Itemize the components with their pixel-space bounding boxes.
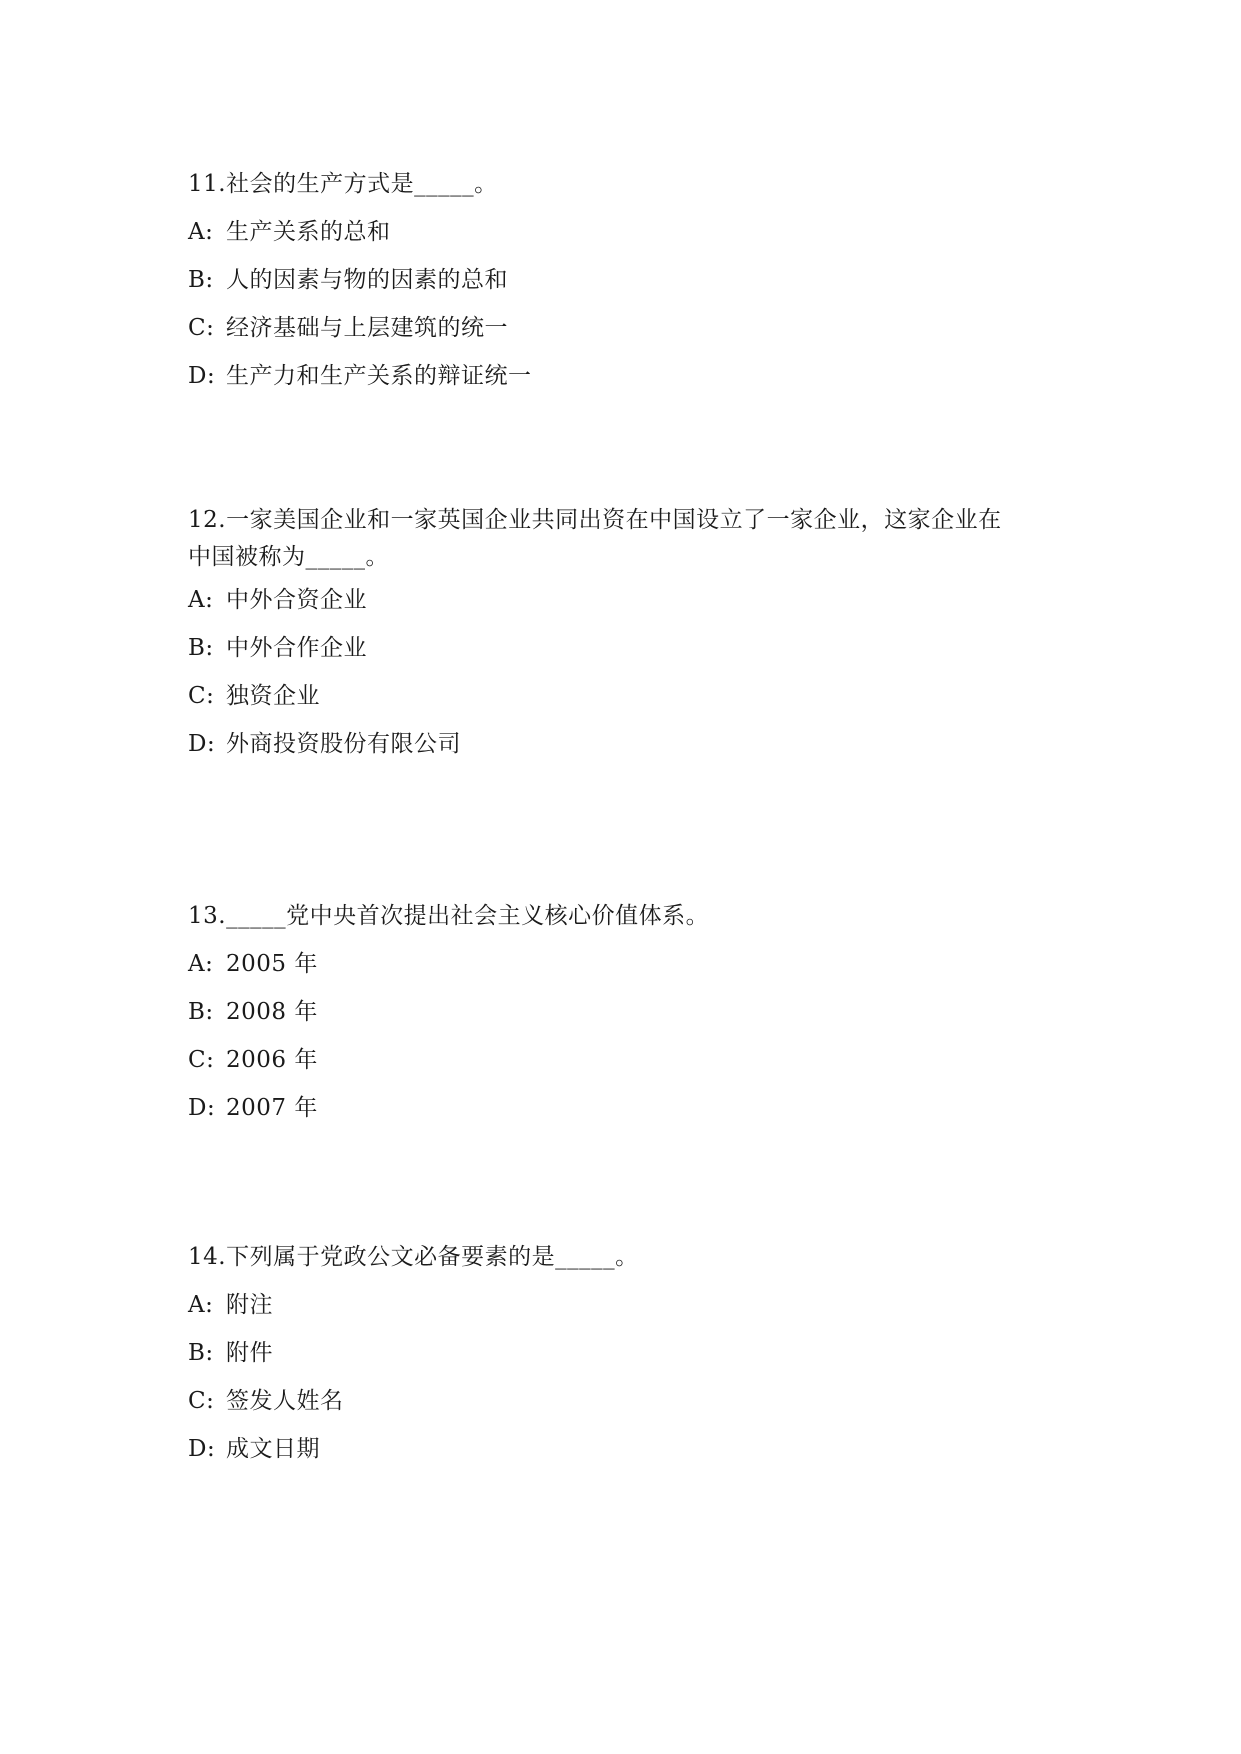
option-d <box>188 352 1068 400</box>
question-11 <box>188 160 1068 400</box>
option-b <box>188 988 1068 1036</box>
option-a <box>188 208 1068 256</box>
option-text: 2008 年 <box>226 999 318 1025</box>
option-key: B: <box>188 635 214 661</box>
option-a <box>188 576 1068 624</box>
option-key: D: <box>188 363 216 389</box>
question-13 <box>188 892 1068 1132</box>
option-text: 人的因素与物的因素的总和 <box>226 267 508 293</box>
option-key: B: <box>188 267 214 293</box>
option-text: 生产关系的总和 <box>226 219 391 245</box>
option-b <box>188 624 1068 672</box>
option-c <box>188 1036 1068 1084</box>
option-c <box>188 1377 1068 1425</box>
option-key: A: <box>188 951 214 977</box>
option-d <box>188 720 1068 768</box>
question-stem: 13._____党中央首次提出社会主义核心价值体系。 <box>188 903 710 929</box>
option-text: 2006 年 <box>226 1047 318 1073</box>
option-text: 经济基础与上层建筑的统一 <box>226 315 508 341</box>
option-text: 2005 年 <box>226 951 318 977</box>
option-d <box>188 1425 1068 1473</box>
option-c <box>188 672 1068 720</box>
option-text: 2007 年 <box>226 1095 318 1121</box>
option-text: 生产力和生产关系的辩证统一 <box>226 363 532 389</box>
option-key: D: <box>188 1436 216 1462</box>
option-key: D: <box>188 1095 216 1121</box>
question-stem <box>188 502 1068 576</box>
option-text: 独资企业 <box>226 683 320 709</box>
option-key: D: <box>188 731 216 757</box>
option-key: A: <box>188 587 214 613</box>
option-text: 中外合资企业 <box>226 587 367 613</box>
option-c <box>188 304 1068 352</box>
question-stem: 14.下列属于党政公文必备要素的是_____。 <box>188 1244 639 1270</box>
question-stem-line: 12.一家美国企业和一家英国企业共同出资在中国设立了一家企业，这家企业在 <box>188 507 1002 533</box>
option-key: A: <box>188 1292 214 1318</box>
option-key: B: <box>188 1340 214 1366</box>
option-key: C: <box>188 683 215 709</box>
option-key: C: <box>188 1047 215 1073</box>
option-text: 外商投资股份有限公司 <box>226 731 461 757</box>
option-key: B: <box>188 999 214 1025</box>
option-text: 成文日期 <box>226 1436 320 1462</box>
question-stem-line: 中国被称为_____。 <box>188 544 389 570</box>
option-a <box>188 1281 1068 1329</box>
option-text: 中外合作企业 <box>226 635 367 661</box>
option-text: 附件 <box>226 1340 273 1366</box>
question-12 <box>188 502 1068 768</box>
option-key: C: <box>188 315 215 341</box>
question-14 <box>188 1233 1068 1473</box>
option-text: 附注 <box>226 1292 273 1318</box>
option-key: C: <box>188 1388 215 1414</box>
option-a <box>188 940 1068 988</box>
option-key: A: <box>188 219 214 245</box>
option-text: 签发人姓名 <box>226 1388 344 1414</box>
option-b <box>188 256 1068 304</box>
question-stem: 11.社会的生产方式是_____。 <box>188 171 498 197</box>
option-d <box>188 1084 1068 1132</box>
option-b <box>188 1329 1068 1377</box>
